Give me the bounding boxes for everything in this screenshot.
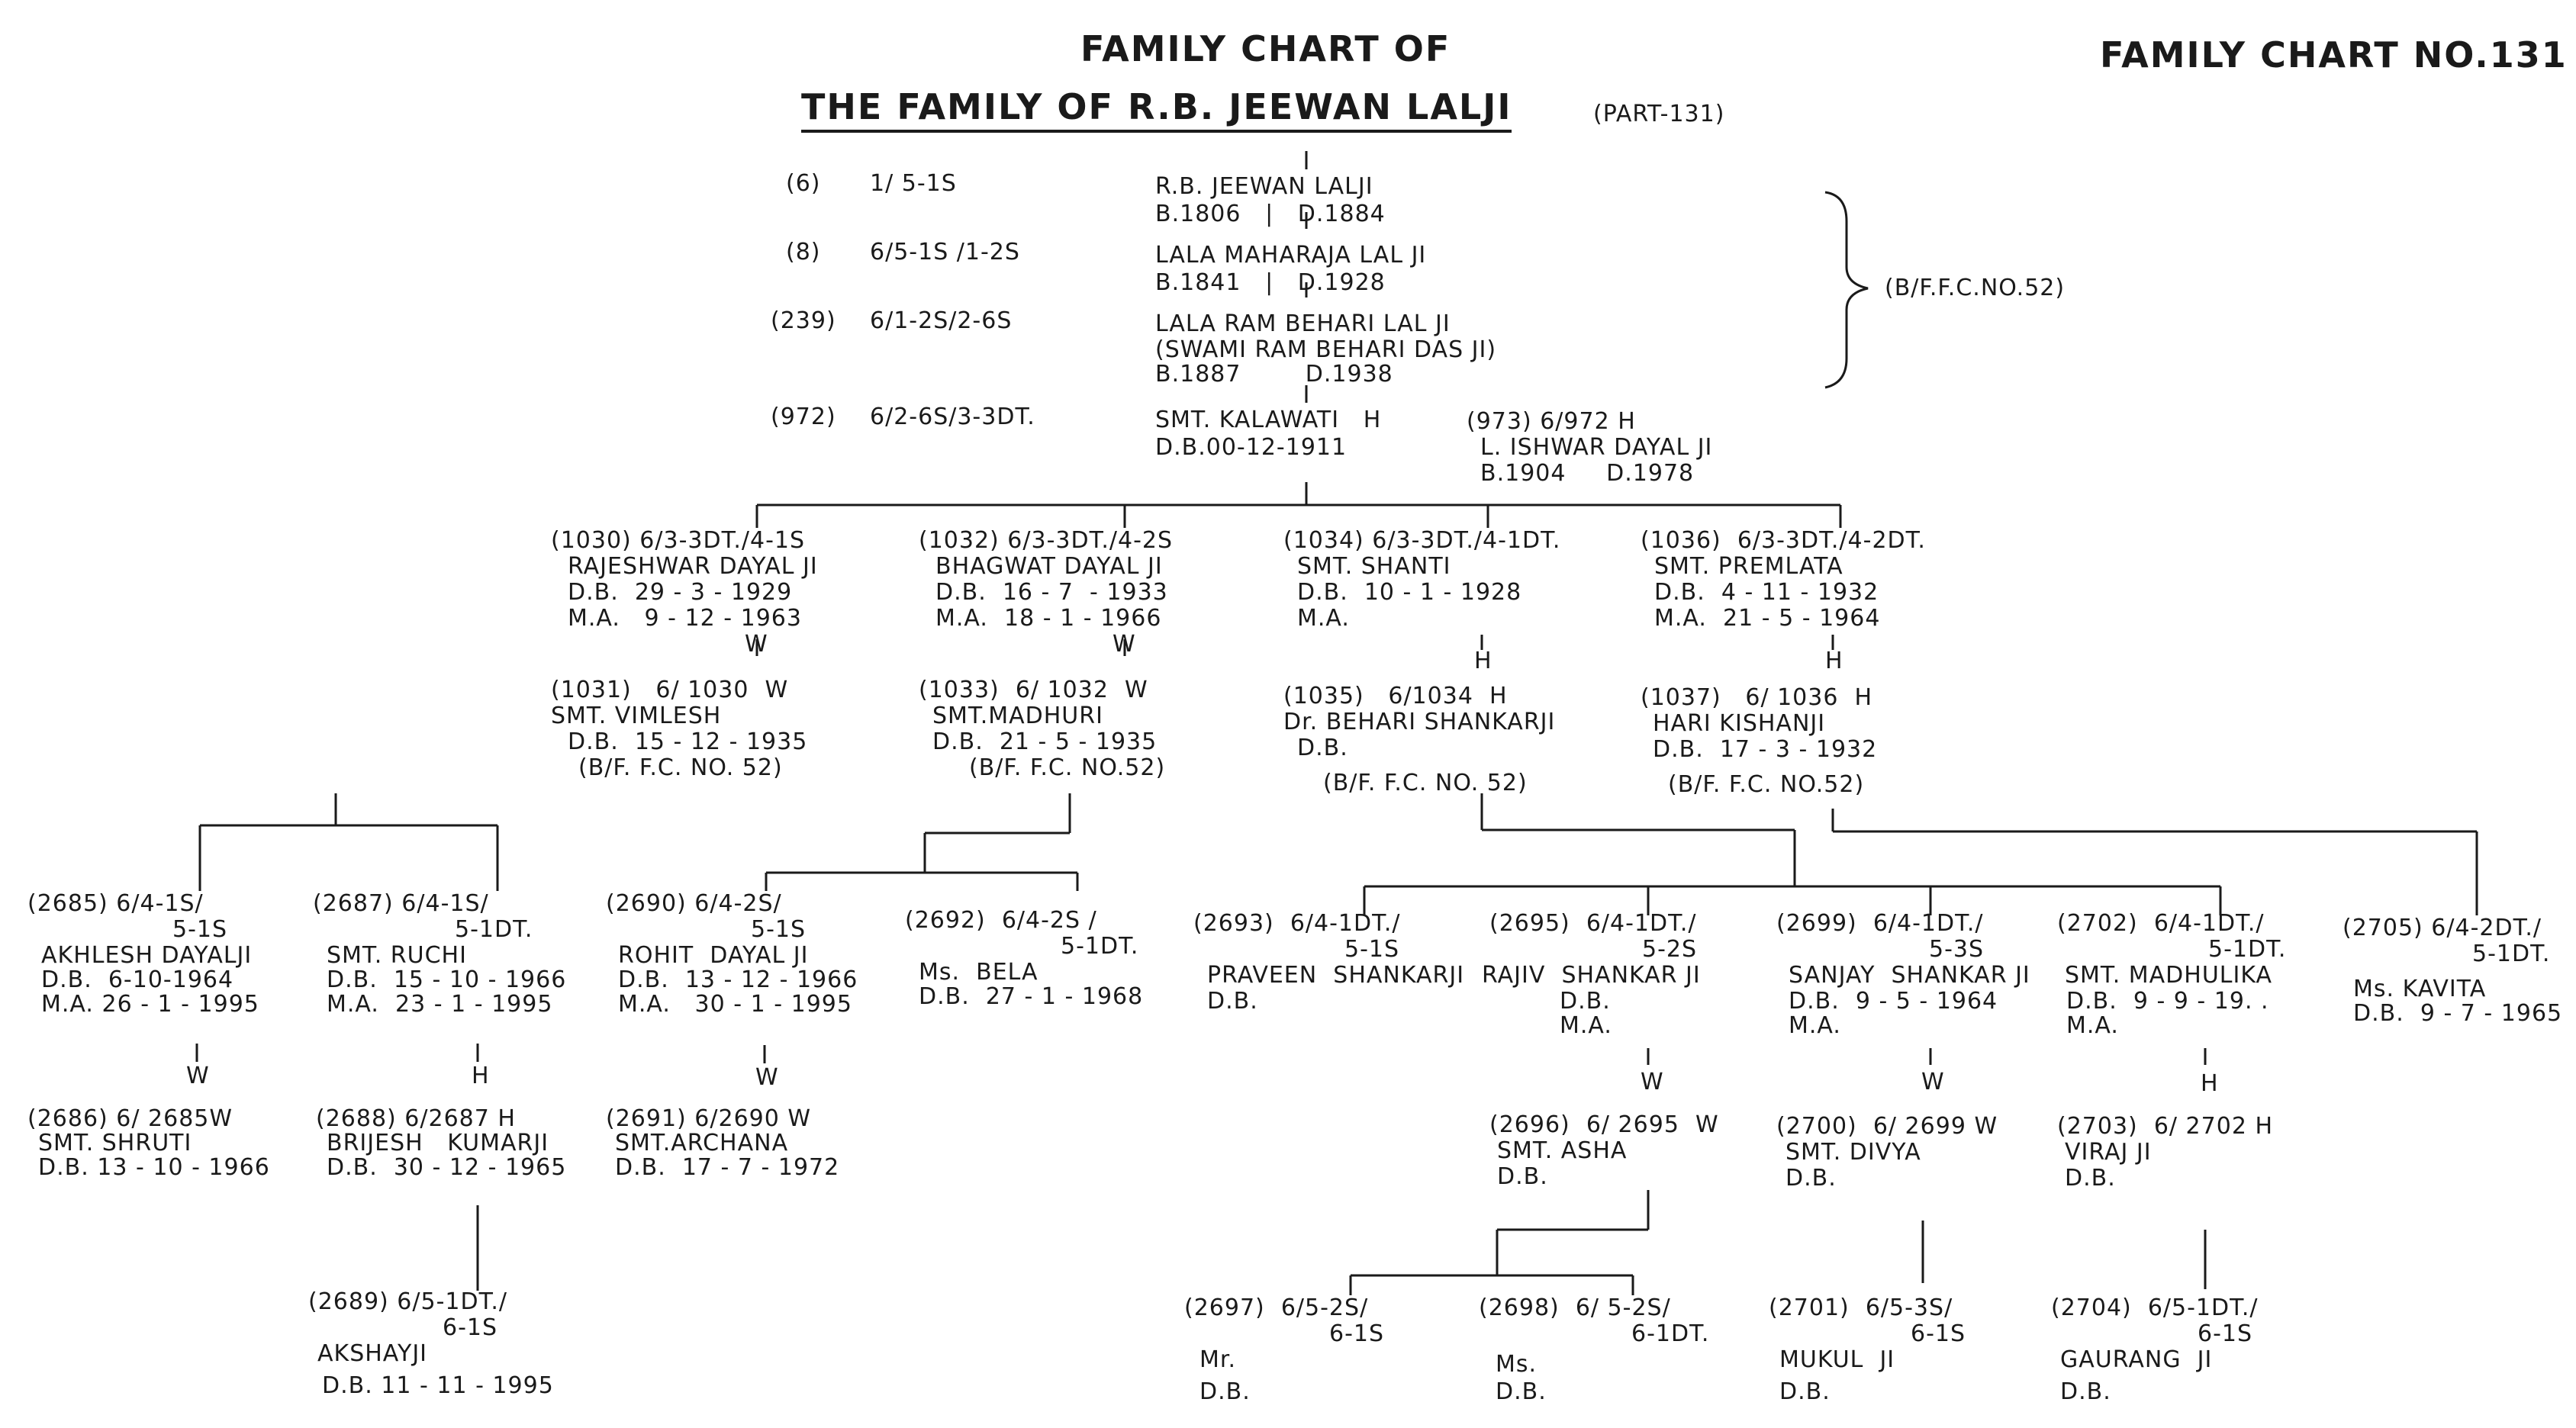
person-name: RAJESHWAR DAYAL JI: [568, 553, 818, 580]
spouse-code: (2703) 6/ 2702 H: [2057, 1113, 2274, 1140]
person-code-2: 6-1S: [2198, 1320, 2253, 1347]
person-name: GAURANG JI: [2060, 1346, 2213, 1373]
person-code-2: 5-2S: [1642, 936, 1698, 963]
person-name: SMT. SHANTI: [1297, 553, 1451, 580]
person-name: AKHLESH DAYALJI: [41, 942, 253, 969]
person-db: D.B. 15 - 10 - 1966: [327, 966, 567, 993]
spouse-name: SMT.MADHURI: [932, 703, 1103, 729]
spouse-name: BRIJESH KUMARJI: [327, 1130, 549, 1156]
ancestor-dates: B.1806 | D.1884: [1155, 201, 1386, 227]
person-code: (2702) 6/4-1DT./: [2057, 910, 2265, 937]
person-db: D.B. 6-10-1964: [41, 966, 234, 993]
person-code-2: 5-1DT.: [2472, 941, 2551, 967]
spouse-name: SMT. ASHA: [1497, 1137, 1628, 1164]
spouse-code: (2691) 6/2690 W: [606, 1105, 812, 1132]
spouse-db: D.B.: [1785, 1165, 1837, 1192]
spouse-name: SMT. SHRUTI: [38, 1130, 192, 1156]
relation-letter: H: [472, 1063, 490, 1089]
person-code: (2697) 6/5-2S/: [1184, 1295, 1369, 1321]
person-ma: M.A. 23 - 1 - 1995: [327, 991, 553, 1018]
person-code: (1032) 6/3-3DT./4-2S: [919, 527, 1174, 554]
person-db: D.B. 9 - 9 - 19. .: [2066, 988, 2269, 1015]
person-db: D.B. 11 - 11 - 1995: [322, 1372, 554, 1399]
spouse-name: SMT. DIVYA: [1785, 1139, 1921, 1166]
person-db: D.B. 13 - 12 - 1966: [618, 966, 858, 993]
spouse-ref: (B/F. F.C. NO. 52): [578, 754, 783, 781]
person-ma: M.A. 18 - 1 - 1966: [935, 605, 1162, 632]
person-db: D.B. 27 - 1 - 1968: [919, 983, 1144, 1010]
relation-letter: H: [1825, 648, 1843, 674]
spouse-code: (2686) 6/ 2685W: [27, 1105, 233, 1132]
spouse-db: D.B. 21 - 5 - 1935: [932, 728, 1158, 755]
person-name: Ms. KAVITA: [2353, 976, 2487, 1002]
title-line-2: THE FAMILY OF R.B. JEEWAN LALJI: [801, 85, 1512, 133]
ancestor-gen: 6/1-2S/2-6S: [870, 307, 1013, 334]
spouse-name: SMT.ARCHANA: [615, 1130, 789, 1156]
ancestor-name: SMT. KALAWATI H: [1155, 407, 1382, 433]
person-ma: M.A.: [2066, 1012, 2119, 1039]
chart-number: FAMILY CHART NO.131: [2100, 34, 2568, 76]
person-code: (1036) 6/3-3DT./4-2DT.: [1641, 527, 1926, 554]
person-code: (2685) 6/4-1S/: [27, 890, 204, 917]
person-name: ROHIT DAYAL JI: [618, 942, 809, 969]
person-code: (2693) 6/4-1DT./: [1193, 910, 1401, 937]
brace-reference: (B/F.F.C.NO.52): [1885, 275, 2066, 301]
person-db: D.B.: [1496, 1378, 1547, 1405]
ancestor-code: (8): [786, 239, 821, 265]
ancestor-code: (239): [771, 307, 836, 334]
person-name: SMT. PREMLATA: [1654, 553, 1843, 580]
spouse-ref: (B/F. F.C. NO.52): [1668, 771, 1865, 798]
person-code-2: 5-1DT.: [455, 916, 533, 943]
person-db: D.B.: [1207, 988, 1258, 1015]
spouse-db: D.B.: [1497, 1163, 1548, 1190]
ancestor-gen: 6/5-1S /1-2S: [870, 239, 1020, 265]
spouse-code: (1033) 6/ 1032 W: [919, 677, 1148, 703]
spouse-name: L. ISHWAR DAYAL JI: [1480, 434, 1713, 461]
spouse-code: (2696) 6/ 2695 W: [1489, 1111, 1719, 1138]
person-code: (2690) 6/4-2S/: [606, 890, 782, 917]
spouse-name: HARI KISHANJI: [1653, 710, 1826, 737]
relation-letter: W: [1921, 1069, 1945, 1095]
ancestor-code: (6): [786, 170, 821, 197]
person-name: Mr.: [1199, 1346, 1236, 1373]
ancestor-name: LALA MAHARAJA LAL JI: [1155, 242, 1427, 269]
person-ma: M.A.: [1560, 1012, 1612, 1039]
person-code: (2695) 6/4-1DT./: [1489, 910, 1697, 937]
person-code: (1034) 6/3-3DT./4-1DT.: [1283, 527, 1561, 554]
ancestor-gen: 6/2-6S/3-3DT.: [870, 404, 1035, 430]
ancestor-dates: B.1841 | D.1928: [1155, 269, 1386, 296]
person-db: D.B. 10 - 1 - 1928: [1297, 579, 1522, 606]
relation-letter: H: [1474, 648, 1492, 674]
person-code: (2689) 6/5-1DT./: [308, 1288, 507, 1315]
ancestor-brace: [1825, 192, 1868, 388]
person-ma: M.A.: [1297, 605, 1350, 632]
spouse-db: D.B.: [2065, 1165, 2116, 1192]
person-code-2: 6-1S: [443, 1314, 498, 1341]
person-ma: M.A. 21 - 5 - 1964: [1654, 605, 1881, 632]
person-code-2: 6-1S: [1329, 1320, 1385, 1347]
person-ma: M.A. 30 - 1 - 1995: [618, 991, 852, 1018]
person-code-2: 5-1DT.: [1061, 933, 1139, 960]
person-name: MUKUL JI: [1779, 1346, 1895, 1373]
relation-letter: W: [755, 1064, 779, 1091]
spouse-name: SMT. VIMLESH: [551, 703, 722, 729]
ancestor-alias: (SWAMI RAM BEHARI DAS JI): [1155, 336, 1497, 363]
person-code-2: 6-1S: [1911, 1320, 1966, 1347]
person-db: D.B.: [1779, 1378, 1831, 1405]
relation-letter: H: [2201, 1070, 2219, 1097]
person-code: (2699) 6/4-1DT./: [1776, 910, 1984, 937]
person-db: D.B. 9 - 7 - 1965: [2353, 1000, 2563, 1027]
person-code: (2692) 6/4-2S /: [905, 907, 1097, 934]
person-code: (2704) 6/5-1DT./: [2051, 1295, 2259, 1321]
spouse-db: D.B.: [1297, 735, 1348, 761]
person-db: D.B. 16 - 7 - 1933: [935, 579, 1168, 606]
ancestor-code: (972): [771, 404, 836, 430]
ancestor-name: LALA RAM BEHARI LAL JI: [1155, 310, 1451, 337]
spouse-code: (1031) 6/ 1030 W: [551, 677, 789, 703]
person-name: SMT. MADHULIKA: [2065, 962, 2273, 989]
spouse-code: (1035) 6/1034 H: [1283, 683, 1508, 709]
spouse-db: D.B. 15 - 12 - 1935: [568, 728, 808, 755]
person-name: Ms.: [1496, 1351, 1538, 1378]
person-name: RAJIV SHANKAR JI: [1482, 962, 1701, 989]
person-db: D.B. 9 - 5 - 1964: [1789, 988, 1998, 1015]
person-db: D.B.: [1199, 1378, 1251, 1405]
spouse-db: D.B. 13 - 10 - 1966: [38, 1154, 270, 1181]
person-code: (2698) 6/ 5-2S/: [1479, 1295, 1671, 1321]
spouse-ref: (B/F. F.C. NO.52): [969, 754, 1166, 781]
person-code-2: 6-1DT.: [1631, 1320, 1710, 1347]
person-code-2: 5-1S: [751, 916, 807, 943]
person-ma: M.A. 26 - 1 - 1995: [41, 991, 259, 1018]
spouse-code: (973) 6/972 H: [1467, 408, 1636, 435]
relation-letter: W: [1113, 631, 1136, 658]
person-db: D.B. 29 - 3 - 1929: [568, 579, 793, 606]
person-name: AKSHAYJI: [317, 1340, 428, 1367]
person-db: D.B.: [2060, 1378, 2111, 1405]
person-ma: M.A. 9 - 12 - 1963: [568, 605, 802, 632]
ancestor-gen: 1/ 5-1S: [870, 170, 957, 197]
person-name: SMT. RUCHI: [327, 942, 467, 969]
person-code: (2687) 6/4-1S/: [313, 890, 489, 917]
spouse-code: (1037) 6/ 1036 H: [1641, 684, 1873, 711]
spouse-name: Dr. BEHARI SHANKARJI: [1283, 709, 1556, 735]
spouse-ref: (B/F. F.C. NO. 52): [1323, 770, 1528, 796]
spouse-db: D.B. 30 - 12 - 1965: [327, 1154, 567, 1181]
spouse-code: (2700) 6/ 2699 W: [1776, 1113, 1998, 1140]
spouse-db: D.B. 17 - 3 - 1932: [1653, 736, 1878, 763]
ancestor-name: R.B. JEEWAN LALJI: [1155, 173, 1373, 200]
person-code-2: 5-1DT.: [2208, 936, 2287, 963]
person-name: PRAVEEN SHANKARJI: [1207, 962, 1465, 989]
person-db: D.B.: [1560, 988, 1611, 1015]
title-line-1: FAMILY CHART OF: [1080, 28, 1451, 69]
person-name: Ms. BELA: [919, 959, 1038, 986]
person-code: (2705) 6/4-2DT./: [2343, 915, 2542, 941]
person-code: (1030) 6/3-3DT./4-1S: [551, 527, 806, 554]
spouse-code: (2688) 6/2687 H: [316, 1105, 516, 1132]
spouse-dates: B.1904 D.1978: [1480, 460, 1695, 487]
relation-letter: W: [745, 631, 768, 658]
person-db: D.B. 4 - 11 - 1932: [1654, 579, 1879, 606]
title-part: (PART-131): [1593, 101, 1725, 127]
person-ma: M.A.: [1789, 1012, 1841, 1039]
person-code-2: 5-3S: [1929, 936, 1985, 963]
spouse-name: VIRAJ JI: [2065, 1139, 2152, 1166]
person-name: BHAGWAT DAYAL JI: [935, 553, 1163, 580]
person-code: (2701) 6/5-3S/: [1769, 1295, 1953, 1321]
relation-letter: W: [186, 1063, 210, 1089]
person-code-2: 5-1S: [1344, 936, 1400, 963]
person-code-2: 5-1S: [172, 916, 228, 943]
ancestor-dates: D.B.00-12-1911: [1155, 434, 1348, 461]
spouse-db: D.B. 17 - 7 - 1972: [615, 1154, 840, 1181]
person-name: SANJAY SHANKAR JI: [1789, 962, 2030, 989]
ancestor-dates: B.1887 D.1938: [1155, 361, 1393, 388]
relation-letter: W: [1641, 1069, 1664, 1095]
